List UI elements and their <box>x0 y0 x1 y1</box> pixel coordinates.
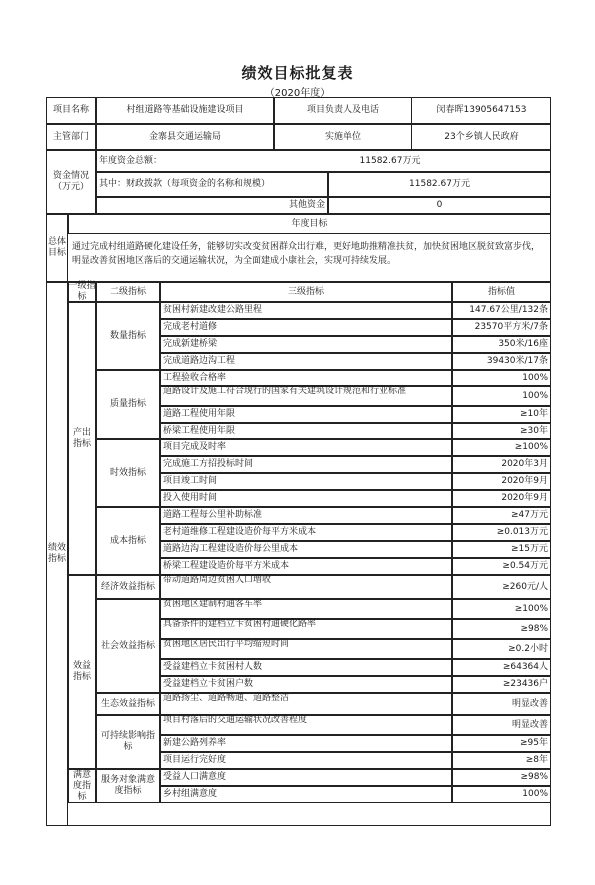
indicator-value: ≥98% <box>520 772 548 782</box>
leader-label: 项目负责人及电话 <box>306 105 379 115</box>
group-name: 服务对象满意度指标 <box>100 775 155 796</box>
indicator-name: 道路设计及施工符合现行的国家有关建筑设计规范和行业标准 <box>163 386 407 396</box>
dept-value: 金寨县交通运输局 <box>148 132 221 142</box>
indicator-name: 桥梁工程使用年限 <box>163 426 236 436</box>
indicator-value: ≥30年 <box>520 426 548 436</box>
indicator-name: 工程验收合格率 <box>163 373 227 383</box>
indicator-name: 受益建档立卡贫困户数 <box>163 679 254 689</box>
level1-output: 产出指标 <box>72 427 91 449</box>
indicator-value: ≥100% <box>514 442 548 452</box>
indicator-value: ≥98% <box>520 624 548 634</box>
indicator-value: ≥0.54万元 <box>502 561 548 571</box>
indicator-name: 完成新建桥梁 <box>163 339 218 349</box>
indicator-name: 道路边沟工程建设造价每公里成本 <box>163 544 299 554</box>
indicator-name: 道路工程每公里补助标准 <box>163 510 263 520</box>
indicator-name: 项目村落后的交通运输状况改善程度 <box>163 715 308 725</box>
fiscal-value: 11582.67万元 <box>409 179 470 189</box>
indicator-value: 2020年3月 <box>501 459 548 469</box>
indicator-name: 完成道路边沟工程 <box>163 356 236 366</box>
indicator-value: 39430米/17条 <box>486 356 548 366</box>
indicator-value: ≥64364人 <box>502 662 548 672</box>
goal-header: 年度目标 <box>291 219 328 229</box>
indicator-value: ≥15万元 <box>511 544 548 554</box>
group-name: 质量指标 <box>109 399 146 409</box>
indicator-value: 明显改善 <box>511 699 548 709</box>
goal-section-label: 总体目标 <box>47 237 66 258</box>
page-subtitle: （2020年度） <box>264 88 331 99</box>
indicator-value: ≥0.013万元 <box>496 527 548 537</box>
indicator-value: ≥10年 <box>520 409 548 419</box>
total-value: 11582.67万元 <box>359 156 421 166</box>
indicator-name: 老村道维修工程建设造价每平方米成本 <box>163 527 317 537</box>
other-label: 其他资金 <box>288 200 325 210</box>
other-value: 0 <box>436 200 443 210</box>
total-label: 年度资金总额： <box>99 156 163 166</box>
indicator-name: 受益建档立卡贫困村人数 <box>163 662 263 672</box>
indicator-name: 乡村组满意度 <box>163 789 218 799</box>
funds-label: 资金情况（万元） <box>52 171 89 192</box>
group-name: 社会效益指标 <box>100 640 155 651</box>
indicator-value: ≥100% <box>514 604 548 614</box>
indicator-value: 147.67公里/132条 <box>469 305 548 315</box>
indicator-value: 100% <box>522 391 548 401</box>
indicator-value: 350米/16座 <box>498 339 548 349</box>
dept-label: 主管部门 <box>52 132 89 142</box>
indicator-name: 具备条件的建档立卡贫困村通硬化路率 <box>163 619 317 629</box>
group-name: 可持续影响指标 <box>100 731 155 752</box>
unit-label: 实施单位 <box>324 132 361 142</box>
indicator-name: 受益人口满意度 <box>163 772 227 782</box>
col-header-level1: 一级指标 <box>68 281 96 302</box>
indicator-name: 完成施工方招投标时间 <box>163 459 254 469</box>
project-name-label: 项目名称 <box>52 105 89 115</box>
indicator-name: 桥梁工程建设造价每平方米成本 <box>163 561 290 571</box>
indicator-value: 100% <box>522 373 548 383</box>
indicator-value: ≥8年 <box>525 755 548 765</box>
indicator-value: 明显改善 <box>511 720 548 730</box>
level1-satisfaction: 满意度指标 <box>72 769 91 802</box>
indicator-name: 项目完成及时率 <box>163 442 227 452</box>
indicator-name: 新建公路列养率 <box>163 738 227 748</box>
group-name: 经济效益指标 <box>100 581 155 592</box>
indicator-value: ≥260元/人 <box>502 582 548 592</box>
indicator-value: ≥0.2小时 <box>508 644 548 654</box>
indicator-value: 2020年9月 <box>501 476 548 486</box>
page-title: 绩效目标批复表 <box>241 64 354 82</box>
indicator-value: 23570平方米/7条 <box>474 322 548 332</box>
indicator-value: 100% <box>522 789 548 799</box>
col-header-level2: 二级指标 <box>109 287 146 297</box>
indicator-name: 贫困地区居民出行平均缩短时间 <box>163 639 290 649</box>
indicator-value: ≥95年 <box>520 738 548 748</box>
indicators-section-label: 绩效指标 <box>47 543 66 564</box>
indicator-name: 贫困地区建制村通客车率 <box>163 599 263 609</box>
leader-value: 闵春晖13905647153 <box>436 105 527 115</box>
indicator-name: 带动道路周边贫困人口增收 <box>163 575 272 585</box>
unit-value: 23个乡镇人民政府 <box>444 132 519 142</box>
group-name: 生态效益指标 <box>100 698 155 709</box>
col-header-level3: 三级指标 <box>287 287 324 297</box>
project-name-value: 村组道路等基础设施建设项目 <box>126 105 244 115</box>
level1-effect: 效益指标 <box>72 661 91 682</box>
group-name: 时效指标 <box>109 467 146 478</box>
indicator-name: 道路工程使用年限 <box>163 409 236 419</box>
col-header-value: 指标值 <box>487 287 515 297</box>
indicator-name: 项目运行完好度 <box>163 755 227 765</box>
goal-text: 通过完成村组道路硬化建设任务，能够切实改变贫困群众出行难，更好地助推精准扶贫，加快贫困地区脱贫致富步伐，明显改善贫困地区落后的交通运输状况，为全面建成小康社会，实现可持续发展。 <box>72 242 541 266</box>
indicator-value: ≥47万元 <box>511 510 548 520</box>
indicator-name: 完成老村道修 <box>163 322 218 332</box>
indicator-value: 2020年9月 <box>501 493 548 503</box>
group-name: 成本指标 <box>109 535 146 546</box>
fiscal-label: 其中：财政拨款（每项资金的名称和规模） <box>99 179 271 189</box>
indicator-name: 贫困村新建改建公路里程 <box>163 305 263 315</box>
indicator-name: 道路扬尘、道路畅通、道路整洁 <box>163 693 290 703</box>
indicator-name: 投入使用时间 <box>163 493 218 503</box>
indicator-value: ≥23436户 <box>502 679 548 689</box>
indicator-name: 项目竣工时间 <box>163 476 218 486</box>
group-name: 数量指标 <box>109 330 146 341</box>
